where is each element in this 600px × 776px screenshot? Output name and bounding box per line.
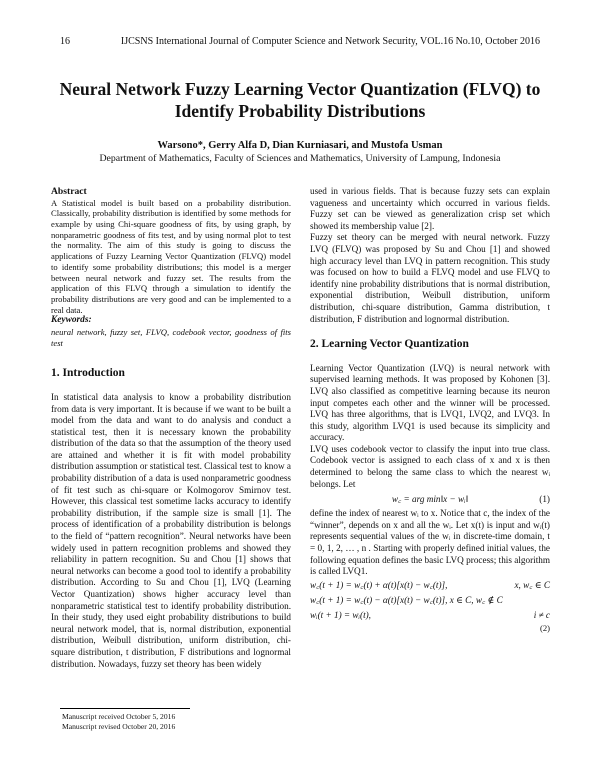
equation-2a-condition: x, w꜀ ∈ C (514, 579, 550, 590)
paragraph-fuzzy-sets: used in various fields. That is because fuzzy sets can explain vagueness and uncertainty which occurred in various fields. Fuzzy set can be viewed as generalization crisp set which showed its membership value [2]. (310, 186, 550, 231)
abstract-heading: Abstract (51, 186, 87, 197)
equation-2b-lhs: w꜀(t + 1) = w꜀(t) − α(t)[x(t) − w꜀(t)], x ∈ C, w꜀ ∉ C (310, 594, 503, 605)
journal-header: IJCSNS International Journal of Computer Science and Network Security, VOL.16 No.10, October 2016 (120, 36, 540, 47)
equation-2a (310, 578, 550, 593)
paragraph-codebook: LVQ uses codebook vector to classify the input into true class. Codebook vector is assigned to each class of x and x is then determined to belong the same class to which the nearest wᵢ belongs. Let (310, 443, 550, 489)
right-column (310, 186, 550, 634)
paragraph-flvq: Fuzzy set theory can be merged with neural network. Fuzzy LVQ (FLVQ) was proposed by Su and Chou [1] and showed high accuracy level than LVQ in pattern recognition. This study was focused on how to build a FLVQ model and use FLVQ to identify nine probability distributions that is normal distribution, exponential distribution, Weibull distribution, uniform distribution, chi-square distribution, Gamma distribution, t distribution, F distribution and lognormal distribution. (310, 232, 550, 324)
equation-1-number: (1) (539, 494, 550, 505)
title-line-1: Neural Network Fuzzy Learning Vector Quantization (FLVQ) to (59, 79, 541, 99)
equation-2-number: (2) (539, 622, 550, 633)
left-column (51, 186, 291, 670)
keywords-heading: Keywords: (51, 315, 92, 326)
footnote-revised: Manuscript revised October 20, 2016 (62, 722, 176, 731)
equation-2b (310, 593, 550, 608)
paragraph-winner: define the index of nearest wᵢ to x. Notice that c, the index of the “winner”, depends on x and all the wᵢ. Let x(t) is input and wᵢ(t) represents sequential values of the wᵢ in discrete-time domain, t = 0, 1, 2, … , n . Starting with properly defined initial values, the following equation defines the basic LVQ process; this algorithm is called LVQ1. (310, 508, 550, 577)
affiliation: Department of Mathematics, Faculty of Sciences and Mathematics, University of Lampung, Indonesia (99, 153, 501, 164)
introduction-text: In statistical data analysis to know a probability distribution from data is very important. It is because if we want to be built a model from the data and want to do analysis and conduct a statistical test, then it is necessary known the probability distribution of the data so that the assumption of the theory used are attained and whether it is fit with model probability distribution assumption or statistical test. Classical test to know a probability distribution of a data is used nonparametric goodness of fit test such as chi-square or Kolmogorov Smirnov test. However, this classical test sometime lacks accuracy to identify probability distribution, if the sample size is small [1]. The process of identification of a probability distribution is belongs to the field of “pattern recognition”. Neural networks have been widely used in pattern recognition problems and showed they reliability in pattern recognition. Su and Chou [1] shows that neural networks can become a good tool to identify a probability distribution. According to Su and Chou [1], LVQ (Learning Vector Quantization) shows higher accuracy level than nonparametric statistical test to identify probability distribution. In their study, they used eight probability distributions to build neural network model, that is, normal distribution, exponential distribution, Weibull distribution, uniform distribution, chi-square distribution, t distribution, F distributions and lognormal distribution. Nowadays, fuzzy set theory has been widely (51, 391, 291, 669)
section-heading-introduction: 1. Introduction (51, 367, 125, 380)
title-line-2: Identify Probability Distributions (174, 101, 426, 121)
footnote-divider (60, 708, 190, 709)
section-heading-lvq: 2. Learning Vector Quantization (310, 338, 469, 351)
page-number: 16 (60, 36, 70, 47)
abstract-text: A Statistical model is built based on a probability distribution. Classically, probability distribution is identified by some methods for example by using Chi-square goodness of fits, by using graph, by nonparametric goodness of fits test, and by using normal plot to test the normality. The aim of this study is going to discuss the applications of Fuzzy Learning Vector Quantization (FLVQ) model to identify some probability distributions; this model is a merger between neural network and fuzzy set. The results from the application of this FLVQ through a simulation to identify the probability distributions are very good and can be implemented to a real data. (51, 197, 291, 315)
equation-1 (310, 492, 550, 506)
authors: Warsono*, Gerry Alfa D, Dian Kurniasari, and Mustofa Usman (157, 140, 443, 151)
footnote-received: Manuscript received October 5, 2016 (62, 712, 176, 721)
equation-2c (310, 608, 550, 623)
paper-title (50, 78, 550, 122)
equation-1-body: w꜀ = arg min‖x − wᵢ‖ (391, 494, 469, 505)
equation-2a-lhs: w꜀(t + 1) = w꜀(t) + α(t)[x(t) − w꜀(t)], (310, 579, 448, 590)
keywords-text: neural network, fuzzy set, FLVQ, codebook vector, goodness of fits test (51, 326, 291, 348)
equation-2c-condition: i ≠ c (533, 609, 550, 620)
paragraph-lvq-intro: Learning Vector Quantization (LVQ) is neural network with supervised learning methods. It was proposed by Kohonen [3]. LVQ also classified as competitive learning because its neuron input competes each other and the winner will be processed. LVQ has three algorithms, that is LVQ1, LVQ2, and LVQ3. In this study, algorithm LVQ1 is used because its simplicity and accuracy. (310, 362, 550, 443)
equation-2c-lhs: wᵢ(t + 1) = wᵢ(t), (310, 609, 371, 620)
